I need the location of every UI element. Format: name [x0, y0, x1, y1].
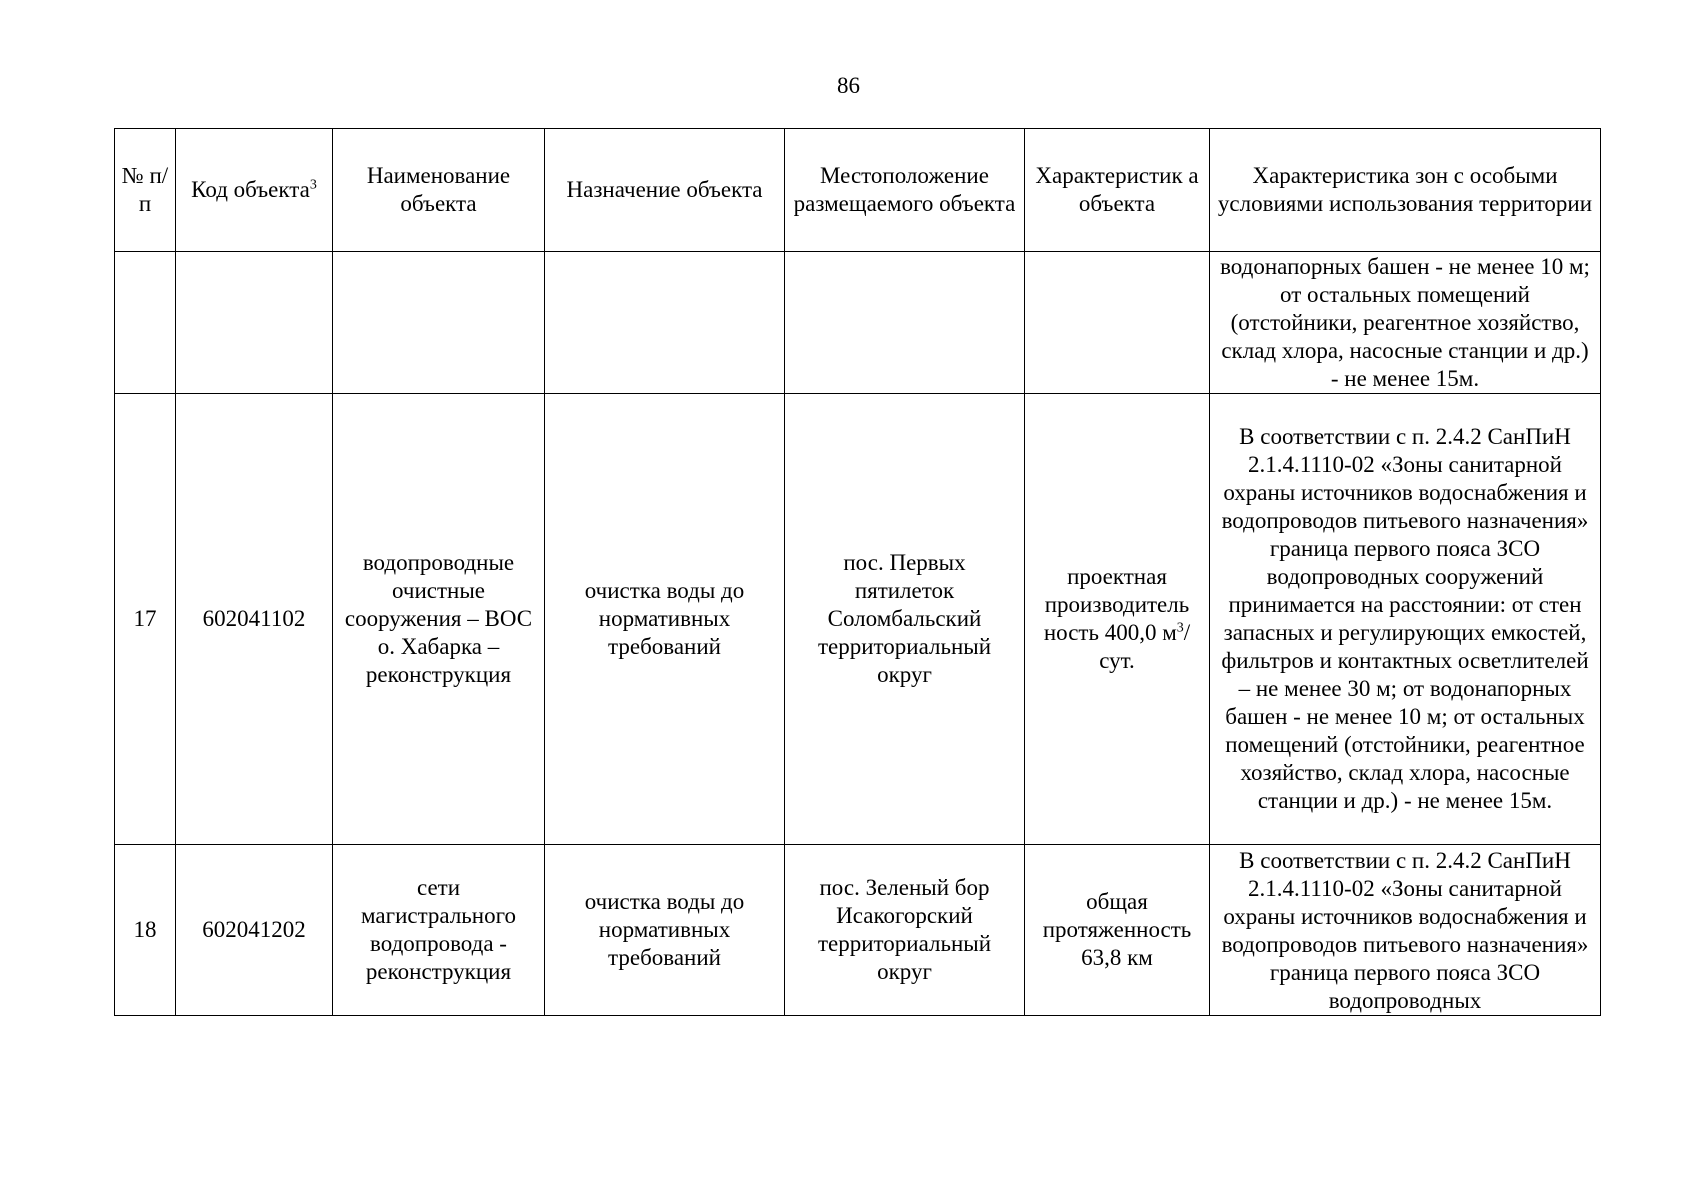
cell-characteristic-unit-exp: 3: [1176, 620, 1184, 636]
cell-name: сети магистрального водопровода - реконструкция: [333, 845, 545, 1016]
cell-location: [785, 252, 1025, 394]
table-row: [115, 394, 1601, 845]
cell-purpose: очистка воды до нормативных требований: [545, 845, 785, 1016]
cell-name: [333, 252, 545, 394]
table-row: [115, 845, 1601, 1016]
cell-num: 18: [115, 845, 176, 1016]
cell-name: водопроводные очистные сооружения – ВОС о. Хабарка – реконструкция: [333, 394, 545, 845]
cell-num: [115, 252, 176, 394]
cell-num: 17: [115, 394, 176, 845]
cell-characteristic-text: проектная производитель ность 400,0: [1043, 564, 1190, 645]
cell-zone: В соответствии с п. 2.4.2 СанПиН 2.1.4.1110-02 «Зоны санитарной охраны источников водоснабжения и водопроводов питьевого назначения» граница первого пояса ЗСО водопроводных сооружений принимается на расстоянии: от стен запасных и регулирующих емкостей, фильтров и контактных осветлителей – не менее 30 м; от водонапорных башен - не менее 10 м; от остальных помещений (отстойники, реагентное хозяйство, склад хлора, насосные станции и др.) - не менее 15м.: [1210, 394, 1601, 845]
cell-location: пос. Первых пятилеток Соломбальский территориальный округ: [785, 394, 1025, 845]
cell-characteristic-suffix: /сут.: [1099, 620, 1191, 673]
header-zone: Характеристика зон с особыми условиями использования территории: [1210, 129, 1601, 252]
cell-characteristic-unit: м: [1162, 620, 1177, 645]
header-code-label: Код объекта: [191, 177, 310, 202]
page-number: 86: [837, 73, 860, 98]
cell-zone: В соответствии с п. 2.4.2 СанПиН 2.1.4.1110-02 «Зоны санитарной охраны источников водоснабжения и водопроводов питьевого назначения» граница первого пояса ЗСО водопроводных: [1210, 845, 1601, 1016]
header-code: [176, 129, 333, 252]
header-name: Наименование объекта: [333, 129, 545, 252]
cell-characteristic: [1025, 394, 1210, 845]
cell-code: [176, 252, 333, 394]
cell-characteristic: [1025, 252, 1210, 394]
cell-zone: водонапорных башен - не менее 10 м; от остальных помещений (отстойники, реагентное хозяйство, склад хлора, насосные станции и др.) - не менее 15м.: [1210, 252, 1601, 394]
table-row: [115, 252, 1601, 394]
cell-location: пос. Зеленый бор Исакогорский территориальный округ: [785, 845, 1025, 1016]
table-header-row: [115, 129, 1601, 252]
cell-characteristic-text: общая протяженность 63,8 км: [1042, 889, 1192, 970]
header-num: № п/п: [115, 129, 176, 252]
cell-purpose: [545, 252, 785, 394]
cell-purpose: очистка воды до нормативных требований: [545, 394, 785, 845]
objects-table: [114, 128, 1601, 1016]
header-characteristic: Характеристик а объекта: [1025, 129, 1210, 252]
cell-code: 602041202: [176, 845, 333, 1016]
header-code-footnote: 3: [309, 177, 317, 193]
header-location: Местоположение размещаемого объекта: [785, 129, 1025, 252]
header-purpose: Назначение объекта: [545, 129, 785, 252]
cell-characteristic: [1025, 845, 1210, 1016]
cell-code: 602041102: [176, 394, 333, 845]
